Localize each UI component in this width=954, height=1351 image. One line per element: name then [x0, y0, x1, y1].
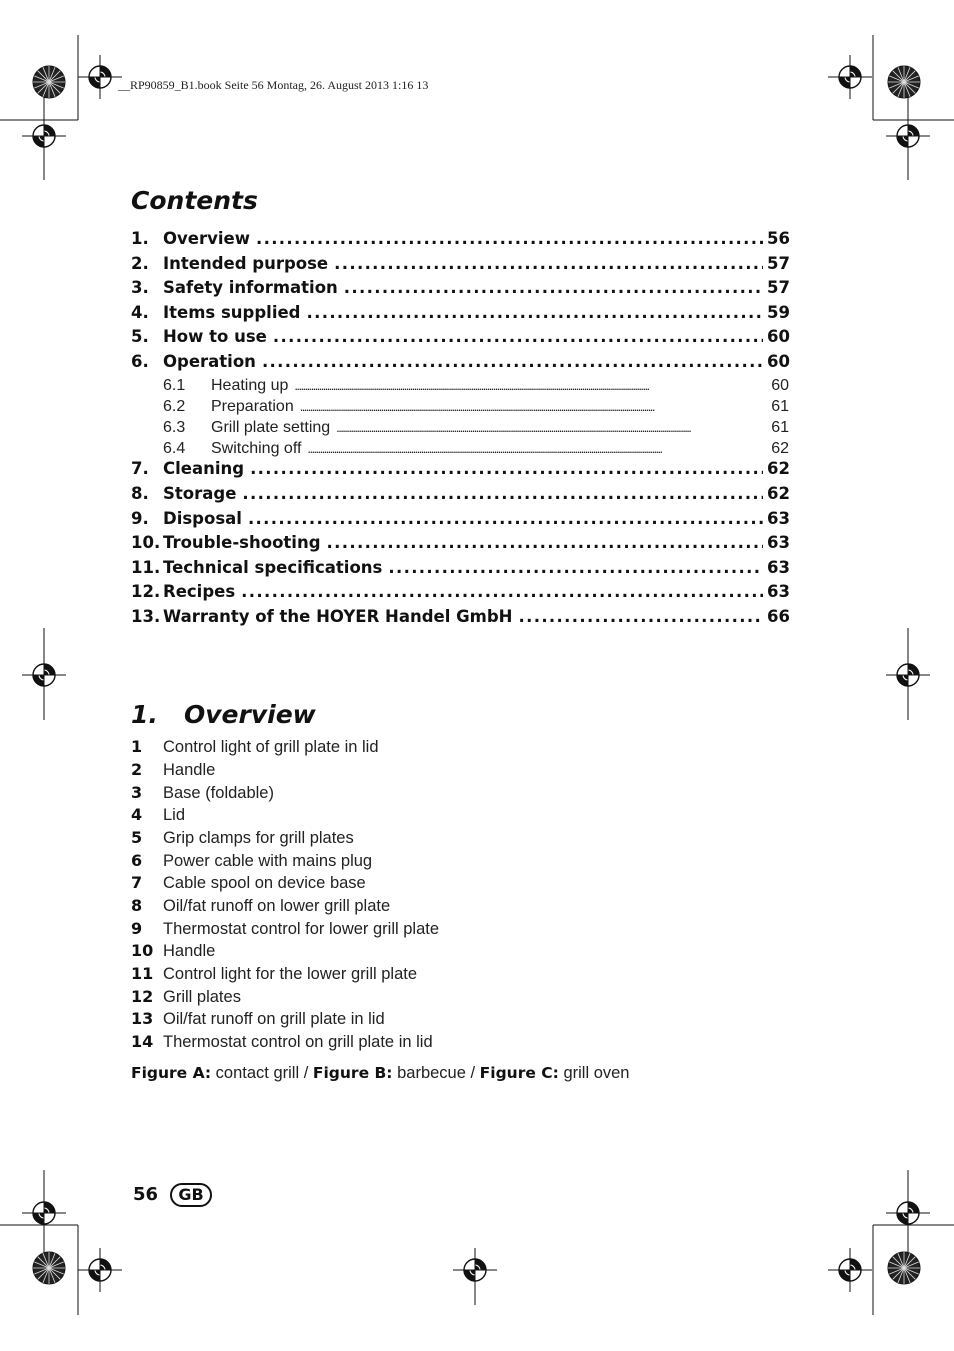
item-text: Handle [163, 761, 216, 779]
toc-label: Technical specifications [163, 558, 383, 577]
toc-subentry [163, 397, 790, 417]
toc-label: Disposal [163, 509, 242, 528]
toc-page: 61 [771, 419, 789, 436]
toc-page: 63 [767, 582, 790, 601]
toc-number: 1. [131, 229, 149, 248]
list-item [131, 1009, 385, 1029]
item-number: 7 [131, 873, 143, 892]
list-item [131, 896, 390, 916]
toc-number: 2. [131, 254, 149, 273]
toc-page: 62 [767, 459, 790, 478]
list-item [131, 805, 185, 825]
toc-number: 7. [131, 459, 149, 478]
toc-number: 3. [131, 278, 149, 297]
toc-page: 63 [767, 558, 790, 577]
item-text: Control light for the lower grill plate [163, 965, 418, 983]
toc-entry [131, 484, 790, 504]
toc-page: 63 [767, 509, 790, 528]
list-item [131, 964, 417, 984]
figure-a-label: Figure A: [131, 1064, 212, 1082]
list-item [131, 760, 215, 780]
toc-label: Intended purpose [163, 254, 329, 273]
list-item [131, 873, 366, 893]
item-text: Grip clamps for grill plates [163, 829, 354, 847]
list-item [131, 941, 215, 961]
item-number: 8 [131, 896, 143, 915]
toc-label: Overview [163, 229, 250, 248]
toc-number: 11. [131, 558, 161, 577]
toc-page: 57 [767, 278, 790, 297]
figure-c-label: Figure C: [479, 1064, 559, 1082]
toc-label: Grill plate setting [211, 419, 331, 436]
item-number: 1 [131, 737, 143, 756]
toc-entry [131, 582, 790, 602]
item-number: 12 [131, 987, 154, 1006]
toc-page: 63 [767, 533, 790, 552]
item-number: 14 [131, 1032, 154, 1051]
toc-label: How to use [163, 327, 267, 346]
figure-c-text: grill oven [563, 1064, 630, 1082]
item-text: Power cable with mains plug [163, 852, 373, 870]
toc-entry [131, 327, 790, 347]
toc-entry [131, 303, 790, 323]
list-item [131, 783, 274, 803]
item-number: 13 [131, 1009, 154, 1028]
toc-entry [131, 607, 790, 627]
toc-page: 57 [767, 254, 790, 273]
item-text: Thermostat control for lower grill plate [163, 920, 440, 938]
item-number: 4 [131, 805, 143, 824]
item-text: Oil/fat runoff on lower grill plate [163, 897, 391, 915]
language-badge: GB [170, 1183, 212, 1207]
item-number: 9 [131, 919, 143, 938]
item-text: Thermostat control on grill plate in lid [163, 1033, 433, 1051]
toc-label: Cleaning [163, 459, 245, 478]
toc-subentry [163, 376, 790, 396]
figure-legend [131, 1064, 629, 1083]
toc-label: Trouble-shooting [163, 533, 321, 552]
list-item [131, 828, 354, 848]
list-item [131, 987, 241, 1007]
toc-number: 6.1 [163, 377, 186, 394]
item-text: Grill plates [163, 988, 241, 1006]
item-text: Base (foldable) [163, 784, 274, 802]
toc-number: 13. [131, 607, 161, 626]
item-text: Handle [163, 942, 216, 960]
item-text: Oil/fat runoff on grill plate in lid [163, 1010, 385, 1028]
toc-number: 5. [131, 327, 149, 346]
figure-b-text: barbecue / [397, 1064, 476, 1082]
toc-entry [131, 352, 790, 372]
item-text: Control light of grill plate in lid [163, 738, 379, 756]
list-item [131, 851, 372, 871]
toc-number: 6. [131, 352, 149, 371]
toc-page: 56 [767, 229, 790, 248]
item-text: Lid [163, 806, 186, 824]
list-item [131, 1032, 433, 1052]
item-number: 2 [131, 760, 143, 779]
toc-label: Preparation [211, 398, 294, 415]
toc-page: 60 [771, 377, 789, 394]
toc-page: 62 [771, 440, 789, 457]
toc-number: 6.2 [163, 398, 186, 415]
toc-page: 62 [767, 484, 790, 503]
toc-number: 10. [131, 533, 161, 552]
toc-number: 8. [131, 484, 149, 503]
list-item [131, 737, 379, 757]
toc-entry [131, 509, 790, 529]
toc-page: 60 [767, 327, 790, 346]
toc-label: Switching off [211, 440, 302, 457]
item-number: 11 [131, 964, 154, 983]
overview-title: 1. Overview [131, 700, 316, 729]
item-text: Cable spool on device base [163, 874, 366, 892]
toc-label: Storage [163, 484, 237, 503]
toc-number: 9. [131, 509, 149, 528]
item-number: 10 [131, 941, 154, 960]
toc-label: Heating up [211, 377, 289, 394]
file-info-header: __RP90859_B1.book Seite 56 Montag, 26. August 2013 1:16 13 [118, 78, 429, 92]
toc-page: 60 [767, 352, 790, 371]
toc-label: Recipes [163, 582, 236, 601]
toc-number: 12. [131, 582, 161, 601]
list-item [131, 919, 439, 939]
toc-entry [131, 278, 790, 298]
toc-label: Warranty of the HOYER Handel GmbH [163, 607, 513, 626]
toc-label: Safety information [163, 278, 338, 297]
toc-page: 59 [767, 303, 790, 322]
toc-page: 66 [767, 607, 790, 626]
toc-entry [131, 558, 790, 578]
toc-number: 6.3 [163, 419, 186, 436]
toc-entry [131, 533, 790, 553]
figure-b-label: Figure B: [312, 1064, 393, 1082]
toc-number: 4. [131, 303, 149, 322]
item-number: 5 [131, 828, 143, 847]
item-number: 3 [131, 783, 143, 802]
toc-subentry [163, 439, 790, 459]
toc-page: 61 [771, 398, 789, 415]
toc-number: 6.4 [163, 440, 186, 457]
figure-a-text: contact grill / [215, 1064, 309, 1082]
toc-entry [131, 459, 790, 479]
toc-entry [131, 254, 790, 274]
item-number: 6 [131, 851, 143, 870]
toc-label: Operation [163, 352, 256, 371]
toc-subentry [163, 418, 790, 438]
toc-label: Items supplied [163, 303, 301, 322]
page-number: 56 [133, 1184, 159, 1205]
toc-entry [131, 229, 790, 249]
contents-title: Contents [131, 186, 258, 215]
